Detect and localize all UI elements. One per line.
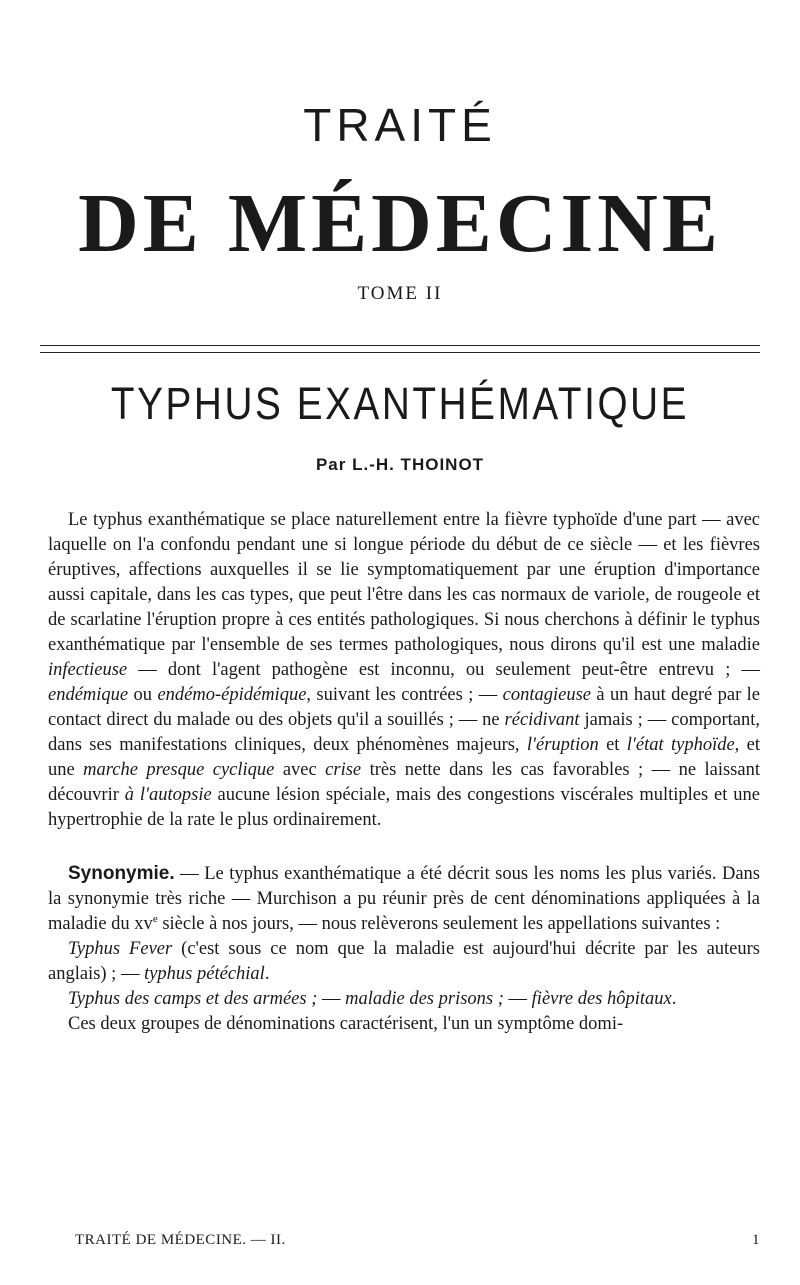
signature-mark: 1 — [752, 1232, 760, 1248]
paragraph-synonyms-1: Typhus Fever (c'est sous ce nom que la maladie est aujourd'hui décrite par les auteurs anglais) ; — typhus pétéchial. — [48, 939, 760, 984]
divider-rule-top — [40, 345, 760, 346]
series-title-line2: DE MÉDECINE — [78, 177, 722, 270]
section-heading-synonymie: Synonymie. — [68, 863, 175, 884]
paragraph-groups: Ces deux groupes de dénominations caractérisent, l'un un symptôme domi- — [68, 1014, 624, 1034]
paragraph-synonymie: Synonymie. — Le typhus exanthématique a été décrit sous les noms les plus variés. Dans la synonymie très riche — Murchison a pu réunir près de cent dénominations appliquées à la maladie du $xv^e$ siècle à nos jours, — nous relèverons seulement les appellations suivantes : — [48, 863, 760, 934]
body-text — [48, 508, 760, 1037]
article-title: TYPHUS EXANTHÉMATIQUE — [110, 378, 690, 429]
paragraph-synonyms-2: Typhus des camps et des armées ; — maladie des prisons ; — fièvre des hôpitaux. — [68, 989, 677, 1009]
article-author: Par L.-H. THOINOT — [315, 455, 485, 474]
divider-rule-bottom — [40, 352, 760, 353]
volume-label: TOME II — [357, 283, 443, 304]
paragraph-definition: Le typhus exanthématique se place naturellement entre la fièvre typhoïde d'une part — avec laquelle on l'a confondu pendant une si longue période du début de ce siècle — et les fièvres éruptives, affections auxquelles il se lie symptomatiquement par une éruption d'importance aussi capitale, dans les cas types, que peut l'être dans les cas normaux de variole, de rougeole et de scarlatine l'éruption propre à ces entités pathologiques. Si nous cherchons à définir le typhus exanthématique par l'ensemble de ses termes pathologiques, nous dirons qu'il est une maladie infectieuse — dont l'agent pathogène est inconnu, ou seulement peut-être entrevu ; — endémique ou endémo-épidémique, suivant les contrées ; — contagieuse à un haut degré par le contact direct du malade ou des objets qu'il a souillés ; — ne récidivant jamais ; — comportant, dans ses manifestations cliniques, deux phénomènes majeurs, l'éruption et l'état typhoïde, et une marche presque cyclique avec crise très nette dans les cas favorables ; — ne laissant découvrir à l'autopsie aucune lésion spéciale, mais des congestions viscérales multiples et une hypertrophie de la rate le plus ordinairement. — [48, 510, 761, 830]
page-footer — [75, 1232, 760, 1249]
running-title: TRAITÉ DE MÉDECINE. — II. — [75, 1232, 286, 1248]
series-title-line1: TRAITÉ — [303, 99, 497, 151]
